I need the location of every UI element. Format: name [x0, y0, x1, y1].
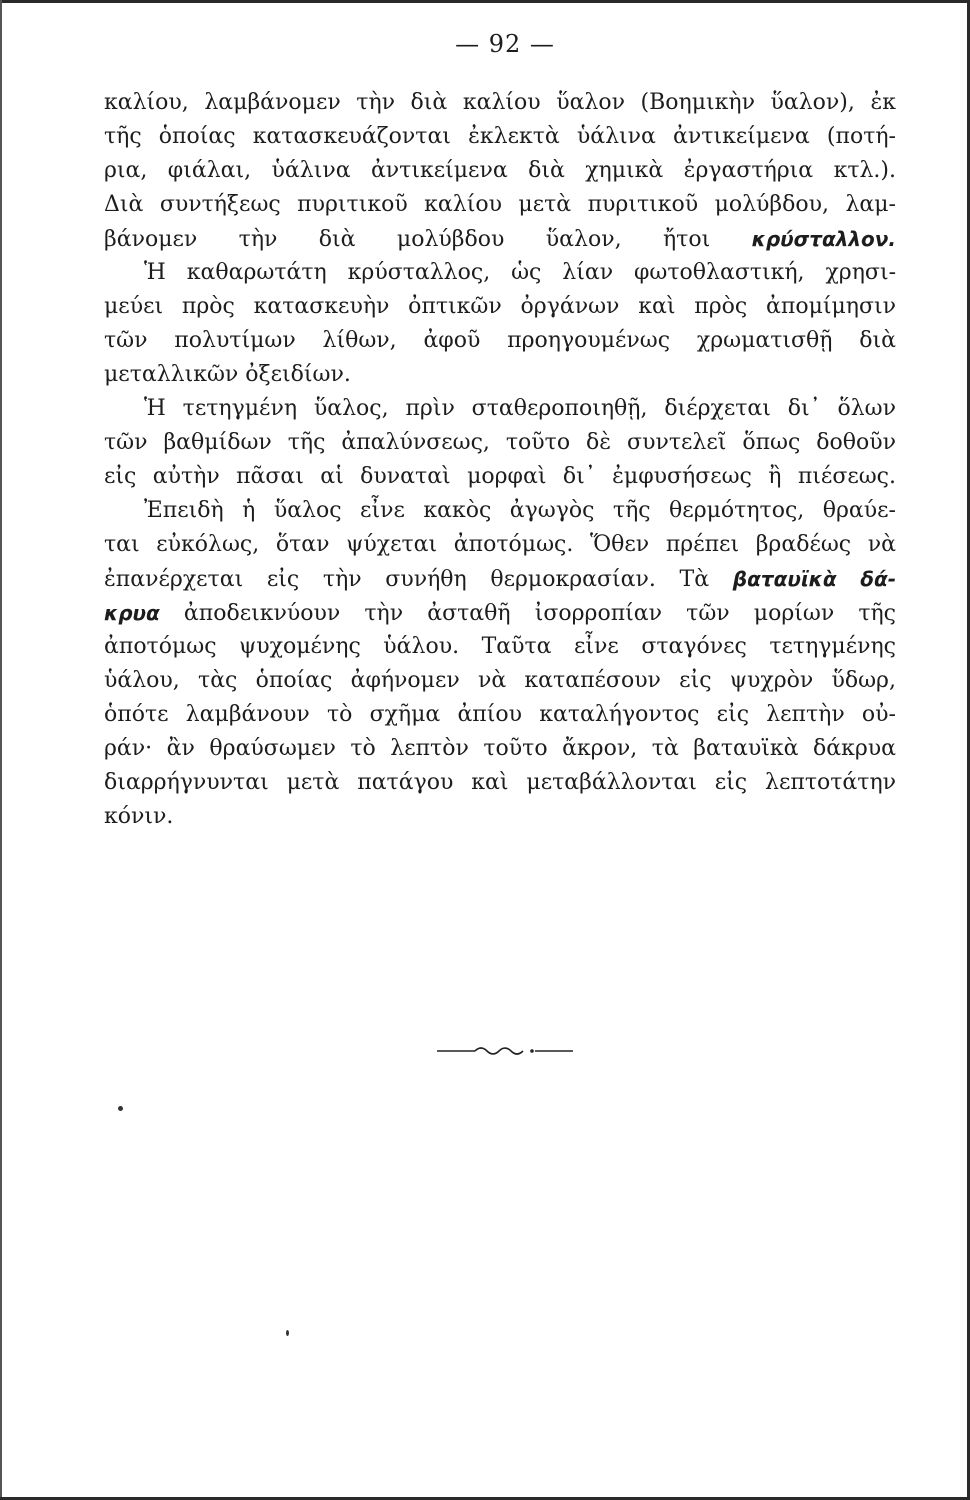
emphasized-term: βαταυϊκὰ δά- [732, 567, 896, 591]
page-number: — 92 — [455, 30, 555, 58]
text-line: τῶν βαθμίδων τῆς ἀπαλύνσεως, τοῦτο δὲ συντελεῖ ὅπως δοθοῦν [104, 430, 896, 455]
emphasized-term: κρύσταλλον. [751, 227, 896, 251]
text-line: μεύει πρὸς κατασκευὴν ὀπτικῶν ὀργάνων καὶ πρὸς ἀπομίμησιν [104, 294, 896, 319]
line-text: βάνομεν τὴν διὰ μολύβδου ὕαλον, ἤτοι [104, 227, 752, 252]
text-line: διαρρήγνυνται μετὰ πατάγου καὶ μεταβάλλονται εἰς λεπτοτάτην [104, 770, 896, 795]
scan-speck [118, 1106, 123, 1111]
text-line: Ἡ τετηγμένη ὕαλος, πρὶν σταθεροποιηθῇ, διέρχεται δι᾿ ὅλων [144, 396, 896, 421]
text-line: Ἡ καθαρωτάτη κρύσταλλος, ὡς λίαν φωτοθλαστική, χρησι- [144, 260, 896, 285]
text-line: ται εὐκόλως, ὅταν ψύχεται ἀποτόμως. Ὅθεν πρέπει βραδέως νὰ [104, 532, 896, 557]
text-line [104, 562, 896, 596]
line-text: ἀποδεικνύουν τὴν ἀσταθῆ ἰσορροπίαν τῶν μορίων τῆς [159, 601, 896, 626]
text-line: μεταλλικῶν ὀξειδίων. [104, 362, 351, 387]
text-line: τῆς ὁποίας κατασκευάζονται ἐκλεκτὰ ὑάλινα ἀντικείμενα (ποτή- [104, 124, 896, 149]
body-text [104, 86, 896, 834]
text-line: Διὰ συντήξεως πυριτικοῦ καλίου μετὰ πυριτικοῦ μολύβδου, λαμ- [104, 192, 896, 217]
emphasized-term: κρυα [104, 601, 160, 625]
text-line: εἰς αὐτὴν πᾶσαι αἱ δυναταὶ μορφαὶ δι᾿ ἐμφυσήσεως ἢ πιέσεως. [104, 464, 896, 489]
text-line: ρια, φιάλαι, ὑάλινα ἀντικείμενα διὰ χημικὰ ἐργαστήρια κτλ.). [104, 158, 896, 183]
line-text: ἐπανέρχεται εἰς τὴν συνήθη θερμοκρασίαν. Τὰ [104, 567, 733, 592]
text-line [104, 222, 896, 256]
page-edge-left [0, 0, 2, 1500]
text-line [104, 596, 896, 630]
text-line: ράν· ἂν θραύσωμεν τὸ λεπτὸν τοῦτο ἄκρον, τὰ βαταυϊκὰ δάκρυα [104, 736, 896, 761]
text-line: Ἐπειδὴ ἡ ὕαλος εἶνε κακὸς ἀγωγὸς τῆς θερμότητος, θραύε- [144, 498, 896, 523]
text-line: καλίου, λαμβάνομεν τὴν διὰ καλίου ὕαλον (Βοημικὴν ὕαλον), ἐκ [104, 90, 896, 115]
text-line: ὑάλου, τὰς ὁποίας ἀφήνομεν νὰ καταπέσουν εἰς ψυχρὸν ὕδωρ, [104, 668, 896, 693]
text-line: κόνιν. [104, 804, 174, 829]
text-line: τῶν πολυτίμων λίθων, ἀφοῦ προηγουμένως χρωματισθῇ διὰ [104, 328, 896, 353]
text-line: ἀποτόμως ψυχομένης ὑάλου. Ταῦτα εἶνε σταγόνες τετηγμένης [104, 634, 896, 659]
page-edge-top [0, 0, 970, 3]
text-line: ὁπότε λαμβάνουν τὸ σχῆμα ἀπίου καταλήγοντος εἰς λεπτὴν οὐ- [104, 702, 896, 727]
section-end-ornament [435, 1040, 575, 1060]
scan-speck [286, 1330, 289, 1336]
